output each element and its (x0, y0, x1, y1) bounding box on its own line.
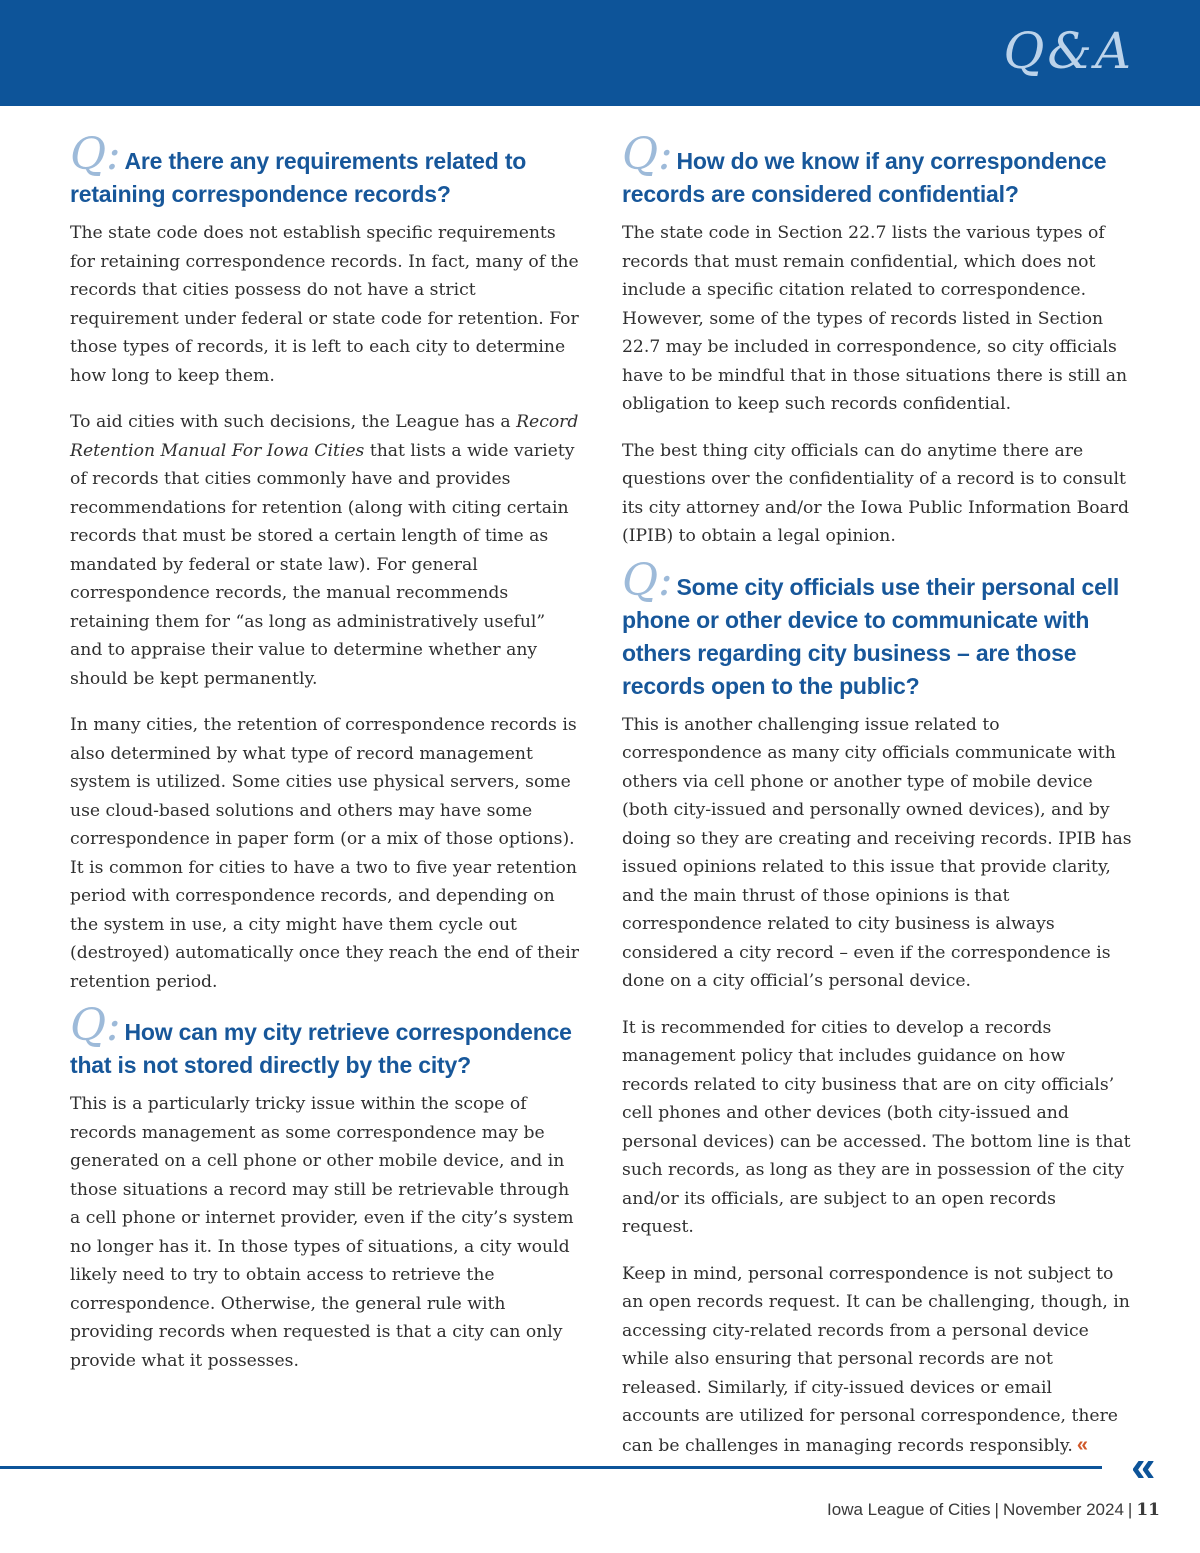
question-heading: Q: Are there any requirements related to retaining correspondence records? (70, 129, 527, 207)
qa-block (622, 554, 1132, 1461)
q-marker: Q: (70, 1000, 121, 1051)
page-number: 11 (1136, 1500, 1160, 1520)
publication-name: Iowa League of Cities (827, 1500, 991, 1519)
header-bar (0, 0, 1200, 106)
chevron-left-icon: « (1131, 1442, 1156, 1491)
footer-separator: | (994, 1500, 999, 1519)
question-heading: Q: How do we know if any correspondence records are considered confidential? (622, 129, 1107, 207)
qa-block (622, 129, 1132, 551)
answer-paragraph: To aid cities with such decisions, the League has a Record Retention Manual For Iowa Cities that lists a wide variety of records that cities commonly have and provides recommendations for retention (along with citing certain records that must be stored a certain length of time as mandated by federal or state law). For general correspondence records, the manual recommends retaining them for “as long as administratively useful” and to appraise their value to determine whether any should be kept permanently. (70, 412, 579, 689)
issue-date: November 2024 (1002, 1500, 1124, 1519)
section-label: Q&A (1003, 22, 1134, 80)
qa-block (70, 129, 580, 996)
question-heading: Q: Some city officials use their personal cell phone or other device to communicate with others regarding city business – are those records open to the public? (622, 554, 1120, 699)
answer-paragraph: This is another challenging issue related to correspondence as many city officials communicate with others via cell phone or another type of mobile device (both city-issued and personally owned devices), and by doing so they are creating and receiving records. IPIB has issued opinions related to this issue that provide clarity, and the main thrust of those opinions is that correspondence related to city business is always considered a city record – even if the correspondence is done on a city official’s personal device. (622, 714, 1132, 991)
answer-paragraph: In many cities, the retention of correspondence records is also determined by what type of record management system is utilized. Some cities use physical servers, some use cloud-based solutions and others may have some correspondence in paper form (or a mix of those options). It is common for cities to have a two to five year retention period with correspondence records, and depending on the system in use, a city might have them cycle out (destroyed) automatically once they reach the end of their retention period. (70, 715, 579, 992)
answer-paragraph: The state code in Section 22.7 lists the various types of records that must remain confidential, which does not include a specific citation related to correspondence. However, some of the types of records listed in Section 22.7 may be included in correspondence, so city officials have to be mindful that in those situations there is still an obligation to keep such records confidential. (622, 223, 1128, 414)
qa-block (70, 1000, 580, 1375)
q-marker: Q: (622, 129, 673, 180)
answer-paragraph: It is recommended for cities to develop a records management policy that includes guidance on how records related to city business that are on city officials’ cell phones and other devices (both city-issued and personal devices) can be accessed. The bottom line is that such records, as long as they are in possession of the city and/or its officials, are subject to an open records request. (622, 1017, 1131, 1237)
page-footer (827, 1500, 1160, 1520)
answer-paragraph: The state code does not establish specific requirements for retaining correspondence records. In fact, many of the records that cities possess do not have a strict requirement under federal or state code for retention. For those types of records, it is left to each city to determine how long to keep them. (70, 223, 579, 386)
question-heading: Q: How can my city retrieve correspondence that is not stored directly by the city? (70, 1000, 572, 1078)
footer-separator: | (1127, 1500, 1133, 1519)
answer-paragraph: Keep in mind, personal correspondence is not subject to an open records request. It can be challenging, though, in accessing city-related records from a personal device while also ensuring that personal records are not released. Similarly, if city-issued devices or email accounts are utilized for personal correspondence, there can be challenges in managing records responsibly. « (622, 1263, 1130, 1456)
answer-paragraph: The best thing city officials can do anytime there are questions over the confidentiality of a record is to consult its city attorney and/or the Iowa Public Information Board (IPIB) to obtain a legal opinion. (622, 440, 1130, 546)
end-of-article-icon: « (1076, 1433, 1088, 1456)
q-marker: Q: (622, 554, 673, 606)
footer-rule (0, 1466, 1102, 1469)
q-marker: Q: (70, 129, 121, 180)
manual-title: Record Retention Manual For Iowa Cities (70, 412, 579, 461)
right-column (622, 129, 1132, 1480)
left-column (70, 129, 580, 1395)
answer-paragraph: This is a particularly tricky issue within the scope of records management as some correspondence may be generated on a cell phone or other mobile device, and in those situations a record may still be retrievable through a cell phone or internet provider, even if the city’s system no longer has it. In those types of situations, a city would likely need to try to obtain access to retrieve the correspondence. Otherwise, the general rule with providing records when requested is that a city can only provide what it possesses. (70, 1094, 574, 1371)
